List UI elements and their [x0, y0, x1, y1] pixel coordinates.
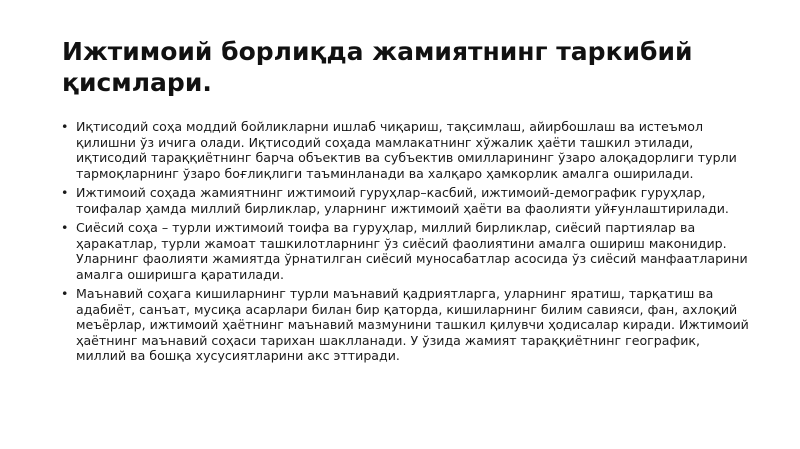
- bullet-item-social: [62, 185, 752, 216]
- bullet-list: [62, 119, 752, 368]
- slide-title: Ижтимоий борлиқда жамиятнинг таркибий қисмлари.: [62, 37, 693, 97]
- bullet-dot-icon: •: [61, 119, 69, 134]
- bullet-text: Ижтимоий соҳада жамиятнинг ижтимоий гуруҳлар–касбий, ижтимоий-демографик гуруҳлар, тоифалар ҳамда миллий бирликлар, уларнинг ижтимоий ҳаёти ва фаолияти уйғунлаштирилади.: [76, 185, 729, 216]
- bullet-text: Маънавий соҳага кишиларнинг турли маънавий қадриятларга, уларнинг яратиш, тарқатиш ва адабиёт, санъат, мусиқа асарлари билан бир қаторда, кишиларнинг билим савияси, фан, ахлоқий меъёрлар, ижтимоий ҳаётнинг маънавий мазмунини ташкил қилувчи ҳодисалар киради. Ижтимоий ҳаётнинг маънавий соҳаси тарихан шаклланади. У ўзида жамият тараққиётнинг географик, миллий ва бошқа хусусиятларини акс эттиради.: [76, 286, 749, 363]
- bullet-text: Сиёсий соҳа – турли ижтимоий тоифа ва гуруҳлар, миллий бирликлар, сиёсий партиялар ва ҳаракатлар, турли жамоат ташкилотларнинг ўз сиёсий фаолиятини амалга ошириш маконидир. Уларнинг фаолияти жамиятда ўрнатилган сиёсий муносабатлар асосида ўз сиёсий манфаатларини амалга оширишга қаратилади.: [76, 220, 748, 282]
- bullet-item-political: [62, 220, 752, 282]
- bullet-item-spiritual: [62, 286, 752, 364]
- bullet-text: Иқтисодий соҳа моддий бойликларни ишлаб чиқариш, тақсимлаш, айирбошлаш ва истеъмол қилишни ўз ичига олади. Иқтисодий соҳада мамлакатнинг хўжалик ҳаёти ташкил этилади, иқтисодий тараққиётнинг барча объектив ва субъектив омилларининг ўзаро алоқадорлиги турли тармоқларнинг ўзаро боғлиқлиги таъминланади ва халқаро ҳамкорлик амалга оширилади.: [76, 119, 737, 181]
- bullet-dot-icon: •: [61, 286, 69, 301]
- bullet-dot-icon: •: [61, 220, 69, 235]
- bullet-dot-icon: •: [61, 185, 69, 200]
- bullet-item-economic: [62, 119, 752, 181]
